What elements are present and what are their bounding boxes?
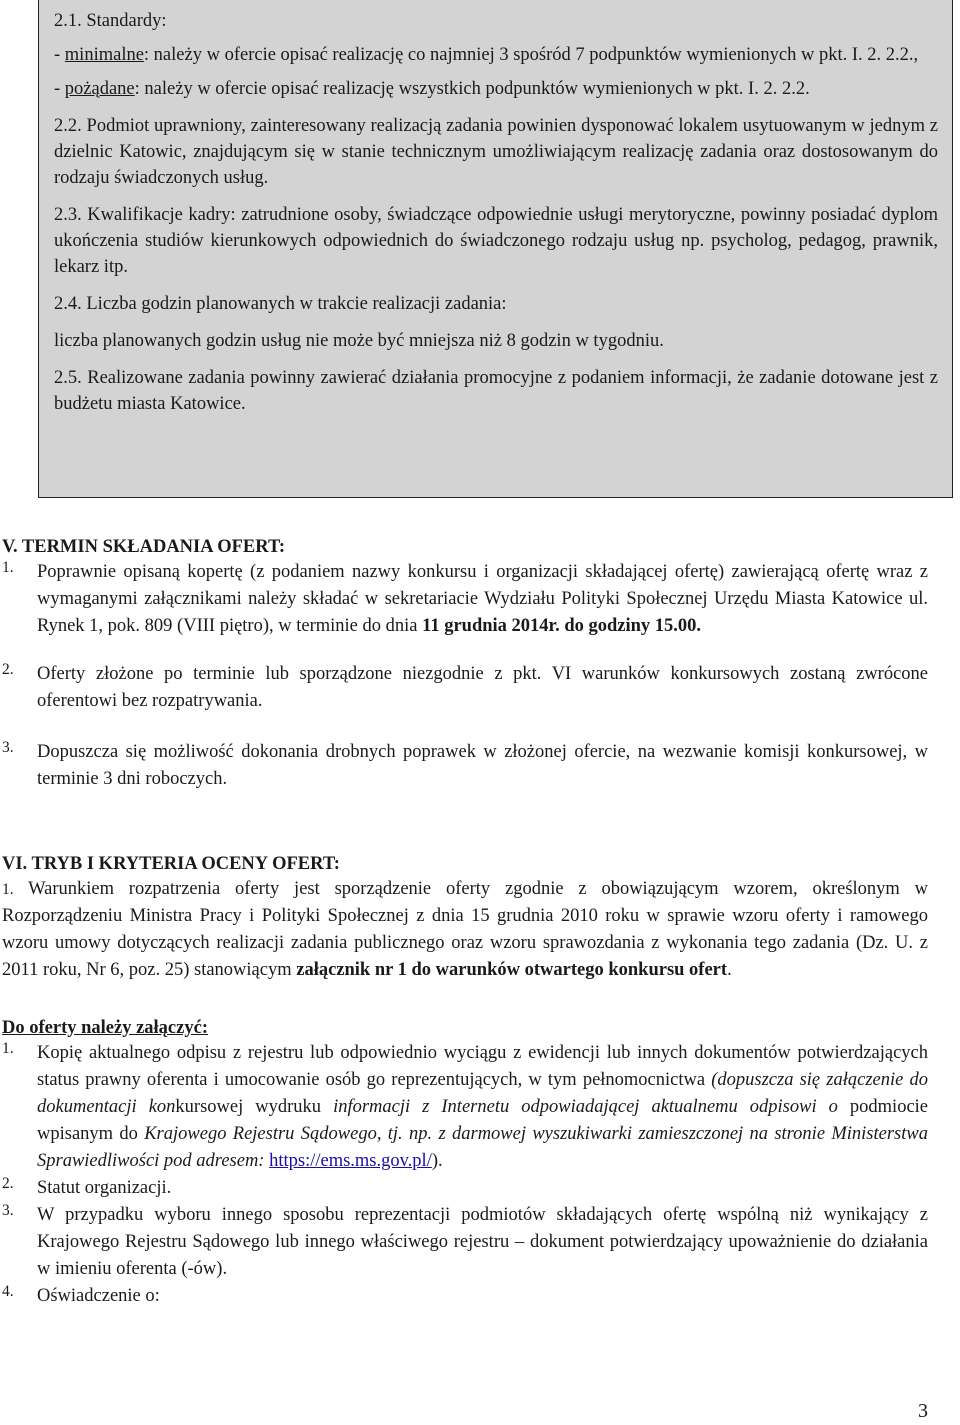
standards-heading: 2.1. Standardy: (54, 11, 167, 31)
page-number: 3 (918, 1400, 928, 1422)
attachment-item-1: 1. Kopię aktualnego odpisu z rejestru lub odpowiednio wyciągu z ewidencji lub innych dokumentów potwierdzających status prawny oferenta i umocowanie osób go reprezentujących, w tym pełnomocnictwa (dopuszcza się załączenie do dokumentacji konkursowej wydruku informacji z Internetu odpowiadającej aktualnemu odpisowi o podmiocie wpisanym do Krajowego Rejestru Sądowego, tj. np. z darmowej wyszukiwarki zamieszczonej na stronie Ministerstwa Sprawiedliwości pod adresem: https://ems.ms.gov.pl/). (2, 1040, 929, 1171)
deadline-date: 11 grudnia 2014r. do godziny 15.00. (422, 616, 702, 636)
paragraph-2-4-hours: liczba planowanych godzin usług nie może być mniejsza niż 8 godzin w tygodniu. (54, 331, 664, 351)
section-v-heading: V. TERMIN SKŁADANIA OFERT: (2, 537, 286, 557)
standards-minimal: - minimalne: należy w ofercie opisać realizację co najmniej 3 spośród 7 podpunktów wymienionych w pkt. I. 2. 2.2., (54, 45, 919, 65)
minimal-label: minimalne (64, 45, 144, 65)
section-vi-paragraph-1: 1. Warunkiem rozpatrzenia oferty jest sporządzenie oferty zgodnie z obowiązującym wzorem, określonym w Rozporządzeniu Ministra Pracy i Polityki Społecznej z dnia 15 grudnia 2010 roku w sprawie wzoru oferty i ramowego wzoru umowy dotyczących realizacji zadania publicznego oraz wzoru sprawozdania z wykonania tego zadania (Dz. U. z 2011 roku, Nr 6, poz. 25) stanowiącym załącznik nr 1 do warunków otwartego konkursu ofert. (2, 879, 928, 980)
paragraph-2-3: 2.3. Kwalifikacje kadry: zatrudnione osoby, świadczące odpowiednie usługi merytoryczne, powinny posiadać dyplom ukończenia studiów kierunkowych odpowiednich do świadczonego rodzaju usług np. psycholog, pedagog, prawnik, lekarz itp. (54, 205, 938, 277)
paragraph-2-2: 2.2. Podmiot uprawniony, zainteresowany realizacją zadania powinien dysponować lokalem usytuowanym w jednym z dzielnic Katowic, znajdującym się w stanie technicznym umożliwiającym realizację zadania oraz dostosowanym do rodzaju świadczonych usług. (54, 116, 938, 188)
attachment-item-2: 2. Statut organizacji. (2, 1175, 172, 1198)
section-vi (2, 852, 928, 1310)
attachments-heading: Do oferty należy załączyć: (2, 1018, 208, 1038)
attachment-item-3: 3. W przypadku wyboru innego sposobu reprezentacji podmiotów składających ofertę wspólną niż wynikający z Krajowego Rejestru Sądowego lub innego właściwego rejestru – dokument potwierdzający upoważnienie do działania w imieniu oferenta (-ów). (2, 1202, 928, 1279)
section-v-item-3: 3. Dopuszcza się możliwość dokonania drobnych poprawek w złożonej ofercie, na wezwanie komisji konkursowej, w terminie 3 dni roboczych. (2, 739, 928, 789)
standards-desired: - pożądane: należy w ofercie opisać realizację wszystkich podpunktów wymienionych w pkt. I. 2. 2.2. (54, 79, 810, 99)
section-vi-heading: VI. TRYB I KRYTERIA OCENY OFERT: (2, 854, 340, 874)
paragraph-2-4: 2.4. Liczba godzin planowanych w trakcie realizacji zadania: (54, 294, 507, 314)
ems-link[interactable]: https://ems.ms.gov.pl/ (269, 1151, 432, 1171)
section-v (2, 535, 928, 793)
standards-box (38, 0, 953, 498)
section-v-item-1: 1. Poprawnie opisaną kopertę (z podaniem nazwy konkursu i organizacji składającej ofertę) zawierającą ofertę wraz z wymaganymi załącznikami należy składać w sekretariacie Wydziału Polityki Społecznej Urzędu Miasta Katowice ul. Rynek 1, pok. 809 (VIII piętro), w terminie do dnia 11 grudnia 2014r. do godziny 15.00. (2, 559, 928, 636)
paragraph-2-5: 2.5. Realizowane zadania powinny zawierać działania promocyjne z podaniem informacji, że zadanie dotowane jest z budżetu miasta Katowice. (54, 368, 938, 414)
section-v-item-2: 2. Oferty złożone po terminie lub sporządzone niezgodnie z pkt. VI warunków konkursowych zostaną zwrócone oferentowi bez rozpatrywania. (2, 661, 928, 711)
attachment-1-reference: załącznik nr 1 do warunków otwartego konkursu ofert (296, 960, 728, 980)
desired-label: pożądane (64, 79, 135, 99)
attachment-item-4: 4. Oświadczenie o: (2, 1283, 160, 1306)
